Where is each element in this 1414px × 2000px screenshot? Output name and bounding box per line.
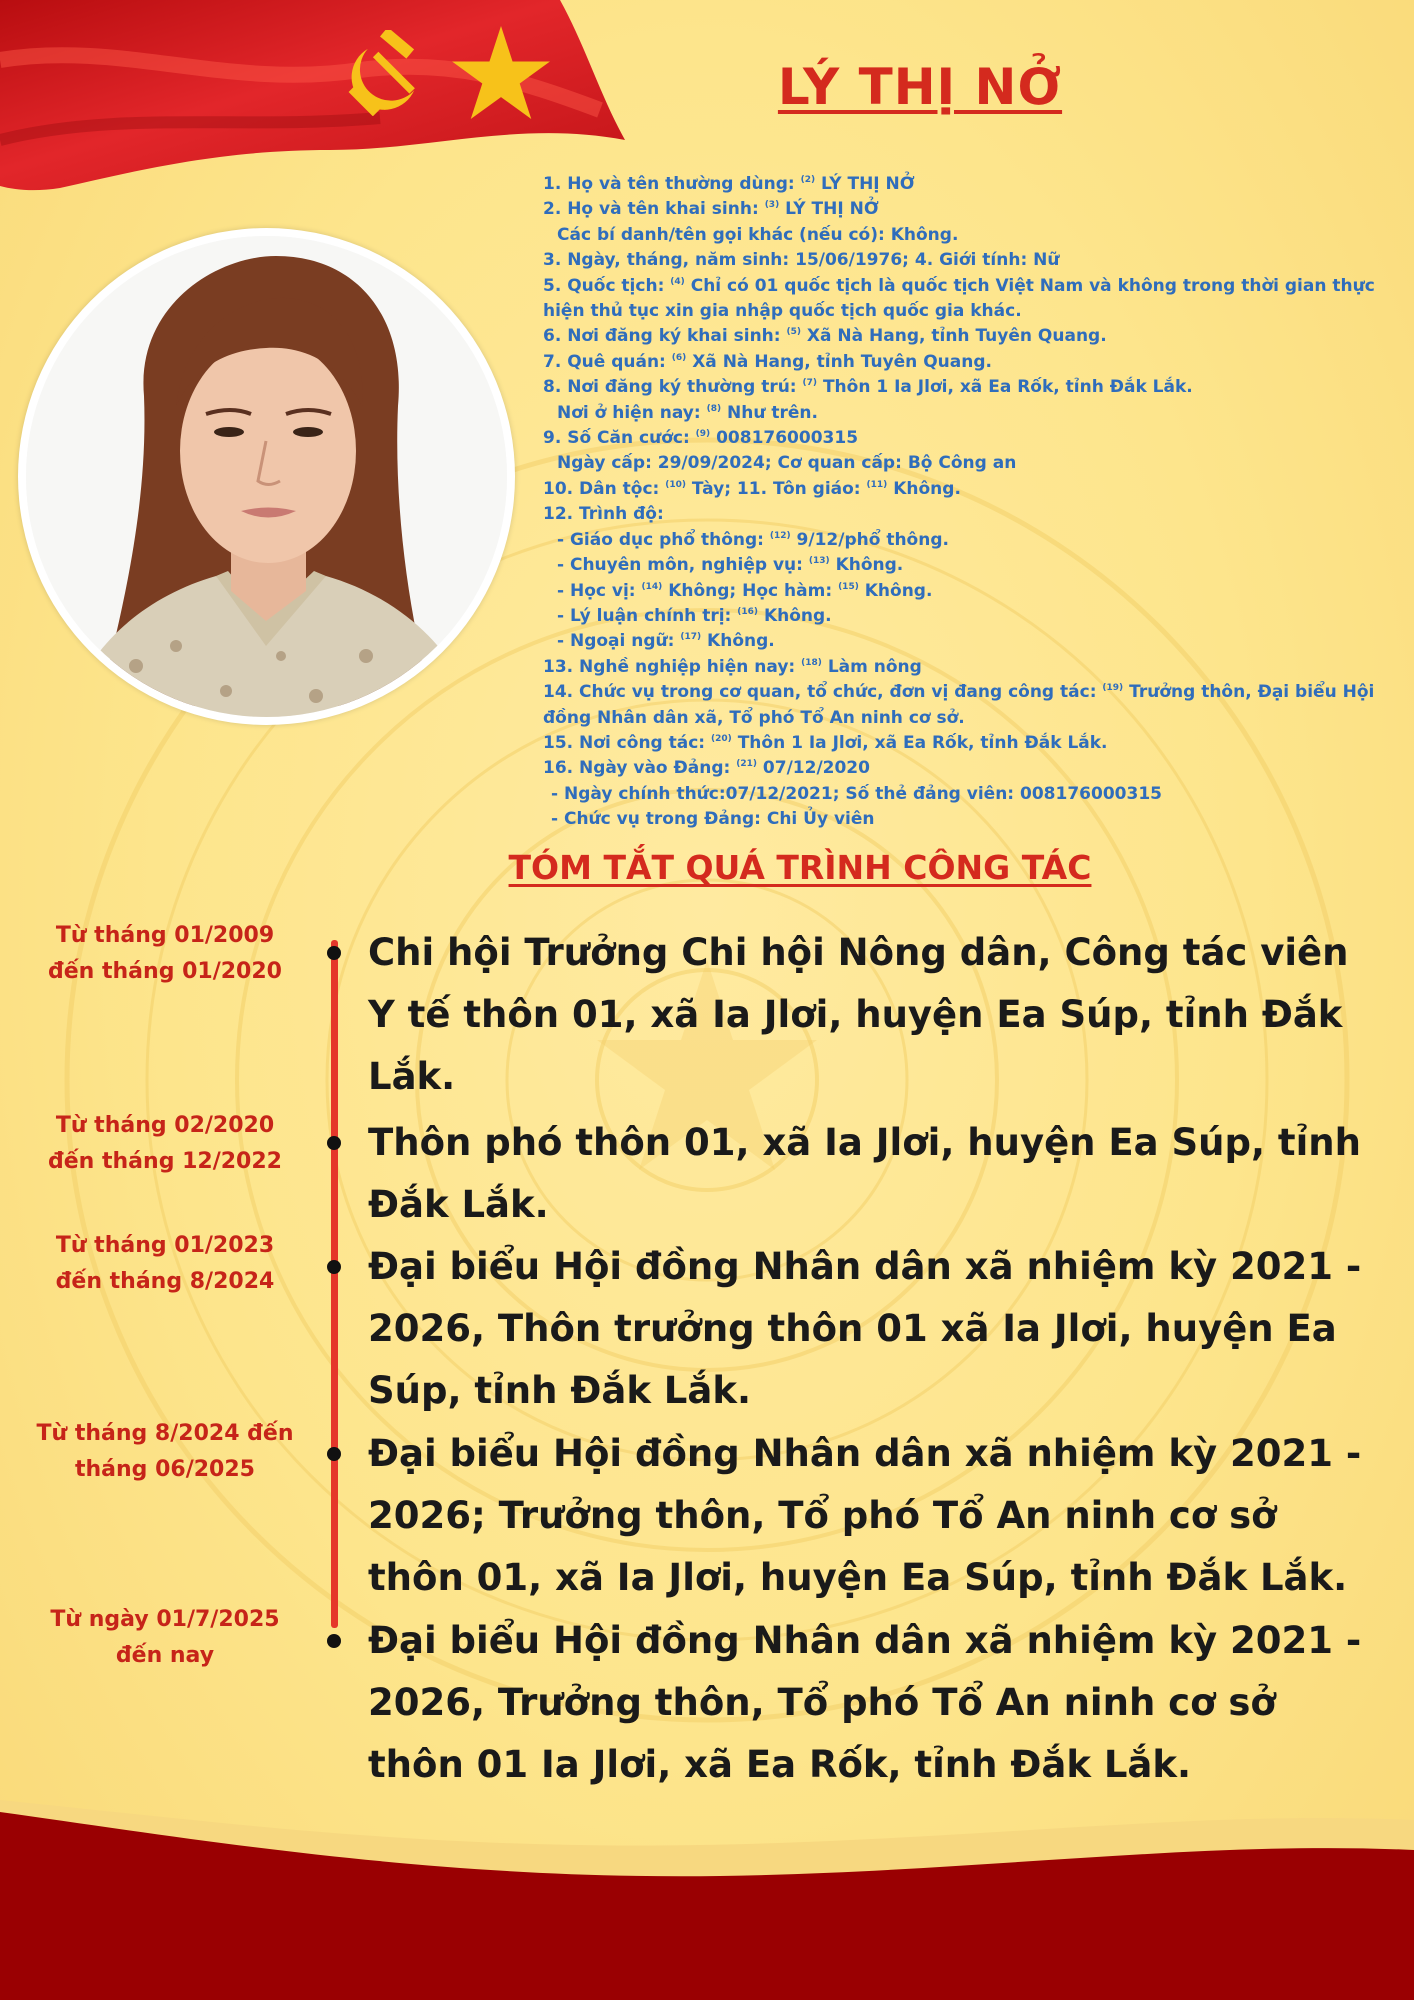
info-text: - Chuyên môn, nghiệp vụ:	[557, 555, 809, 576]
info-line	[543, 375, 1373, 400]
info-text: Không.	[758, 605, 832, 626]
info-text: 8. Nơi đăng ký thường trú:	[543, 377, 803, 398]
timeline-date-line: Từ tháng 02/2020	[55, 1113, 275, 1138]
info-line	[543, 324, 1373, 349]
info-text: Không.	[701, 631, 775, 652]
info-text: 7. Quê quán:	[543, 351, 672, 372]
info-line	[543, 172, 1373, 197]
timeline-line	[331, 940, 338, 1628]
info-text: - Giáo dục phổ thông:	[557, 529, 770, 550]
info-line	[543, 604, 1373, 629]
footnote-ref: (20)	[711, 733, 732, 744]
timeline-description-line: Súp, tỉnh Đắk Lắk.	[368, 1369, 752, 1412]
footnote-ref: (13)	[808, 556, 830, 567]
info-text: Thôn 1 Ia Jlơi, xã Ea Rốk, tỉnh Đắk Lắk.	[731, 732, 1108, 753]
timeline-description-line: 2026, Thôn trưởng thôn 01 xã Ia Jlơi, huyện Ea	[368, 1307, 1337, 1350]
timeline-description-line: Đại biểu Hội đồng Nhân dân xã nhiệm kỳ 2021 -	[368, 1619, 1362, 1662]
info-text: - Ngoại ngữ:	[557, 631, 681, 652]
info-text: Chỉ có 01 quốc tịch là quốc tịch Việt Nam và không trong thời gian thực	[684, 275, 1375, 296]
footnote-ref: (17)	[680, 632, 702, 643]
timeline-description-line: thôn 01, xã Ia Jlơi, huyện Ea Súp, tỉnh Đắk Lắk.	[368, 1556, 1348, 1599]
timeline-description-line: Lắk.	[368, 1055, 456, 1098]
timeline-description-line: Đắk Lắk.	[368, 1183, 549, 1226]
info-text: Không; Học hàm:	[662, 580, 839, 601]
info-line	[543, 299, 1373, 324]
info-text: Các bí danh/tên gọi khác (nếu có): Không.	[557, 224, 959, 245]
timeline-date-line: Từ tháng 01/2023	[55, 1233, 275, 1258]
footnote-ref: (3)	[764, 200, 780, 211]
info-text: 5. Quốc tịch:	[543, 275, 671, 296]
footnote-ref: (6)	[671, 352, 687, 363]
footnote-ref: (8)	[706, 403, 722, 414]
personal-info-list	[543, 172, 1373, 833]
footnote-ref: (2)	[800, 175, 816, 185]
timeline-description-line: Y tế thôn 01, xã Ia Jlơi, huyện Ea Súp, tỉnh Đắk	[368, 993, 1343, 1036]
info-text: 10. Dân tộc:	[543, 478, 666, 499]
info-text: hiện thủ tục xin gia nhập quốc tịch quốc gia khác.	[543, 301, 1022, 322]
info-line	[543, 401, 1373, 426]
timeline-date-line: Từ tháng 8/2024 đến	[36, 1421, 294, 1446]
info-line	[543, 248, 1373, 273]
info-text: 13. Nghề nghiệp hiện nay:	[543, 656, 802, 677]
info-text: Xã Nà Hang, tỉnh Tuyên Quang.	[686, 351, 992, 372]
footnote-ref: (12)	[769, 530, 791, 541]
info-text: - Ngày chính thức:07/12/2021; Số thẻ đảng viên: 008176000315	[551, 783, 1162, 804]
portrait-photo	[26, 236, 507, 717]
timeline-date	[20, 918, 310, 990]
star-icon	[452, 26, 550, 120]
info-text: Không.	[829, 555, 904, 576]
info-text: Làm nông	[821, 656, 922, 677]
footer-wave	[0, 1780, 1414, 2000]
timeline-date	[20, 1602, 310, 1674]
bullet-icon	[327, 1447, 341, 1461]
info-text: 07/12/2020	[757, 758, 870, 779]
info-text: 008176000315	[710, 428, 859, 449]
info-text: LÝ THỊ NỞ	[815, 174, 915, 194]
info-line	[543, 197, 1373, 222]
timeline-date-line: đến tháng 8/2024	[55, 1269, 275, 1294]
info-text: 16. Ngày vào Đảng:	[543, 758, 737, 779]
footnote-ref: (18)	[801, 657, 822, 668]
timeline-description-line: Đại biểu Hội đồng Nhân dân xã nhiệm kỳ 2021 -	[368, 1432, 1362, 1475]
info-line	[543, 731, 1373, 756]
info-line	[543, 807, 1373, 832]
timeline-description-line: 2026; Trưởng thôn, Tổ phó Tổ An ninh cơ sở	[368, 1494, 1277, 1537]
timeline-description-line: Thôn phó thôn 01, xã Ia Jlơi, huyện Ea Súp, tỉnh	[368, 1121, 1361, 1164]
candidate-name: LÝ THỊ NỞ	[777, 58, 1063, 116]
footnote-ref: (11)	[866, 479, 888, 490]
footnote-ref: (4)	[670, 276, 685, 287]
info-line	[543, 629, 1373, 654]
timeline-description	[368, 1423, 1378, 1609]
timeline-date	[20, 1228, 310, 1300]
info-line	[543, 451, 1373, 476]
info-line	[543, 680, 1373, 705]
info-text: 2. Họ và tên khai sinh:	[543, 199, 765, 220]
footnote-ref: (16)	[737, 606, 759, 617]
info-text: 9. Số Căn cước:	[543, 428, 696, 449]
timeline-date-line: đến tháng 01/2020	[48, 959, 282, 984]
info-text: Không.	[858, 580, 933, 601]
info-line	[543, 477, 1373, 502]
info-line	[543, 350, 1373, 375]
info-text: - Học vị:	[557, 580, 642, 601]
bullet-icon	[327, 946, 341, 960]
timeline-description	[368, 922, 1378, 1108]
info-line	[543, 528, 1373, 553]
timeline-date	[20, 1108, 310, 1180]
timeline-description	[368, 1610, 1378, 1796]
info-text: 6. Nơi đăng ký khai sinh:	[543, 326, 787, 347]
info-line	[543, 274, 1373, 299]
section-title: TÓM TẮT QUÁ TRÌNH CÔNG TÁC	[508, 848, 1092, 887]
info-line	[543, 502, 1373, 527]
footnote-ref: (10)	[665, 479, 687, 490]
info-line	[543, 655, 1373, 680]
timeline-date-line: đến nay	[115, 1643, 215, 1668]
info-text: Thôn 1 Ia Jlơi, xã Ea Rốk, tỉnh Đắk Lắk.	[817, 377, 1193, 398]
info-line	[543, 553, 1373, 578]
info-text: - Lý luận chính trị:	[557, 605, 738, 626]
info-text: - Chức vụ trong Đảng: Chi Ủy viên	[551, 809, 875, 830]
footnote-ref: (21)	[736, 759, 757, 770]
bullet-icon	[327, 1634, 341, 1648]
info-text: 14. Chức vụ trong cơ quan, tổ chức, đơn vị đang công tác:	[543, 682, 1103, 703]
timeline-date	[20, 1416, 310, 1488]
info-text: Như trên.	[721, 402, 818, 423]
info-text: Xã Nà Hang, tỉnh Tuyên Quang.	[801, 326, 1107, 347]
timeline-description-line: Chi hội Trưởng Chi hội Nông dân, Công tác viên	[368, 931, 1349, 974]
info-text: đồng Nhân dân xã, Tổ phó Tổ An ninh cơ sở.	[543, 707, 965, 728]
info-text: Nơi ở hiện nay:	[557, 402, 707, 423]
info-text: 15. Nơi công tác:	[543, 732, 712, 753]
info-text: 12. Trình độ:	[543, 504, 664, 525]
info-line	[543, 223, 1373, 248]
timeline-date-line: Từ tháng 01/2009	[55, 923, 275, 948]
bullet-icon	[327, 1260, 341, 1274]
info-text: 3. Ngày, tháng, năm sinh: 15/06/1976; 4. Giới tính: Nữ	[543, 250, 1060, 271]
footnote-ref: (15)	[838, 581, 859, 592]
timeline-description	[368, 1112, 1378, 1236]
footnote-ref: (14)	[641, 581, 663, 592]
info-line	[543, 706, 1373, 731]
timeline-date-line: tháng 06/2025	[75, 1457, 255, 1482]
timeline-description-line: Đại biểu Hội đồng Nhân dân xã nhiệm kỳ 2021 -	[368, 1245, 1362, 1288]
hammer-sickle-icon	[342, 30, 428, 116]
timeline-description-line: thôn 01 Ia Jlơi, xã Ea Rốk, tỉnh Đắk Lắk.	[368, 1743, 1192, 1786]
timeline-description-line: 2026, Trưởng thôn, Tổ phó Tổ An ninh cơ sở	[368, 1681, 1276, 1724]
info-text: Không.	[887, 478, 961, 499]
info-line	[543, 782, 1373, 807]
portrait-frame	[18, 228, 515, 725]
timeline-date-line: Từ ngày 01/7/2025	[50, 1607, 280, 1632]
timeline-description	[368, 1236, 1378, 1422]
bullet-icon	[327, 1136, 341, 1150]
info-text: Tày; 11. Tôn giáo:	[686, 478, 867, 499]
footnote-ref: (7)	[802, 378, 818, 389]
info-text: LÝ THỊ NỞ	[779, 199, 879, 220]
portrait-illustration	[26, 236, 507, 717]
info-text: 1. Họ và tên thường dùng:	[543, 174, 801, 194]
info-text: Trưởng thôn, Đại biểu Hội	[1123, 682, 1375, 703]
info-text: 9/12/phổ thông.	[790, 529, 949, 550]
footnote-ref: (5)	[786, 327, 801, 338]
footnote-ref: (19)	[1102, 683, 1124, 694]
info-line	[543, 579, 1373, 604]
info-text: Ngày cấp: 29/09/2024; Cơ quan cấp: Bộ Công an	[557, 453, 1017, 474]
footnote-ref: (9)	[695, 429, 711, 440]
timeline-date-line: đến tháng 12/2022	[48, 1149, 282, 1174]
info-line	[543, 426, 1373, 451]
info-line	[543, 756, 1373, 781]
